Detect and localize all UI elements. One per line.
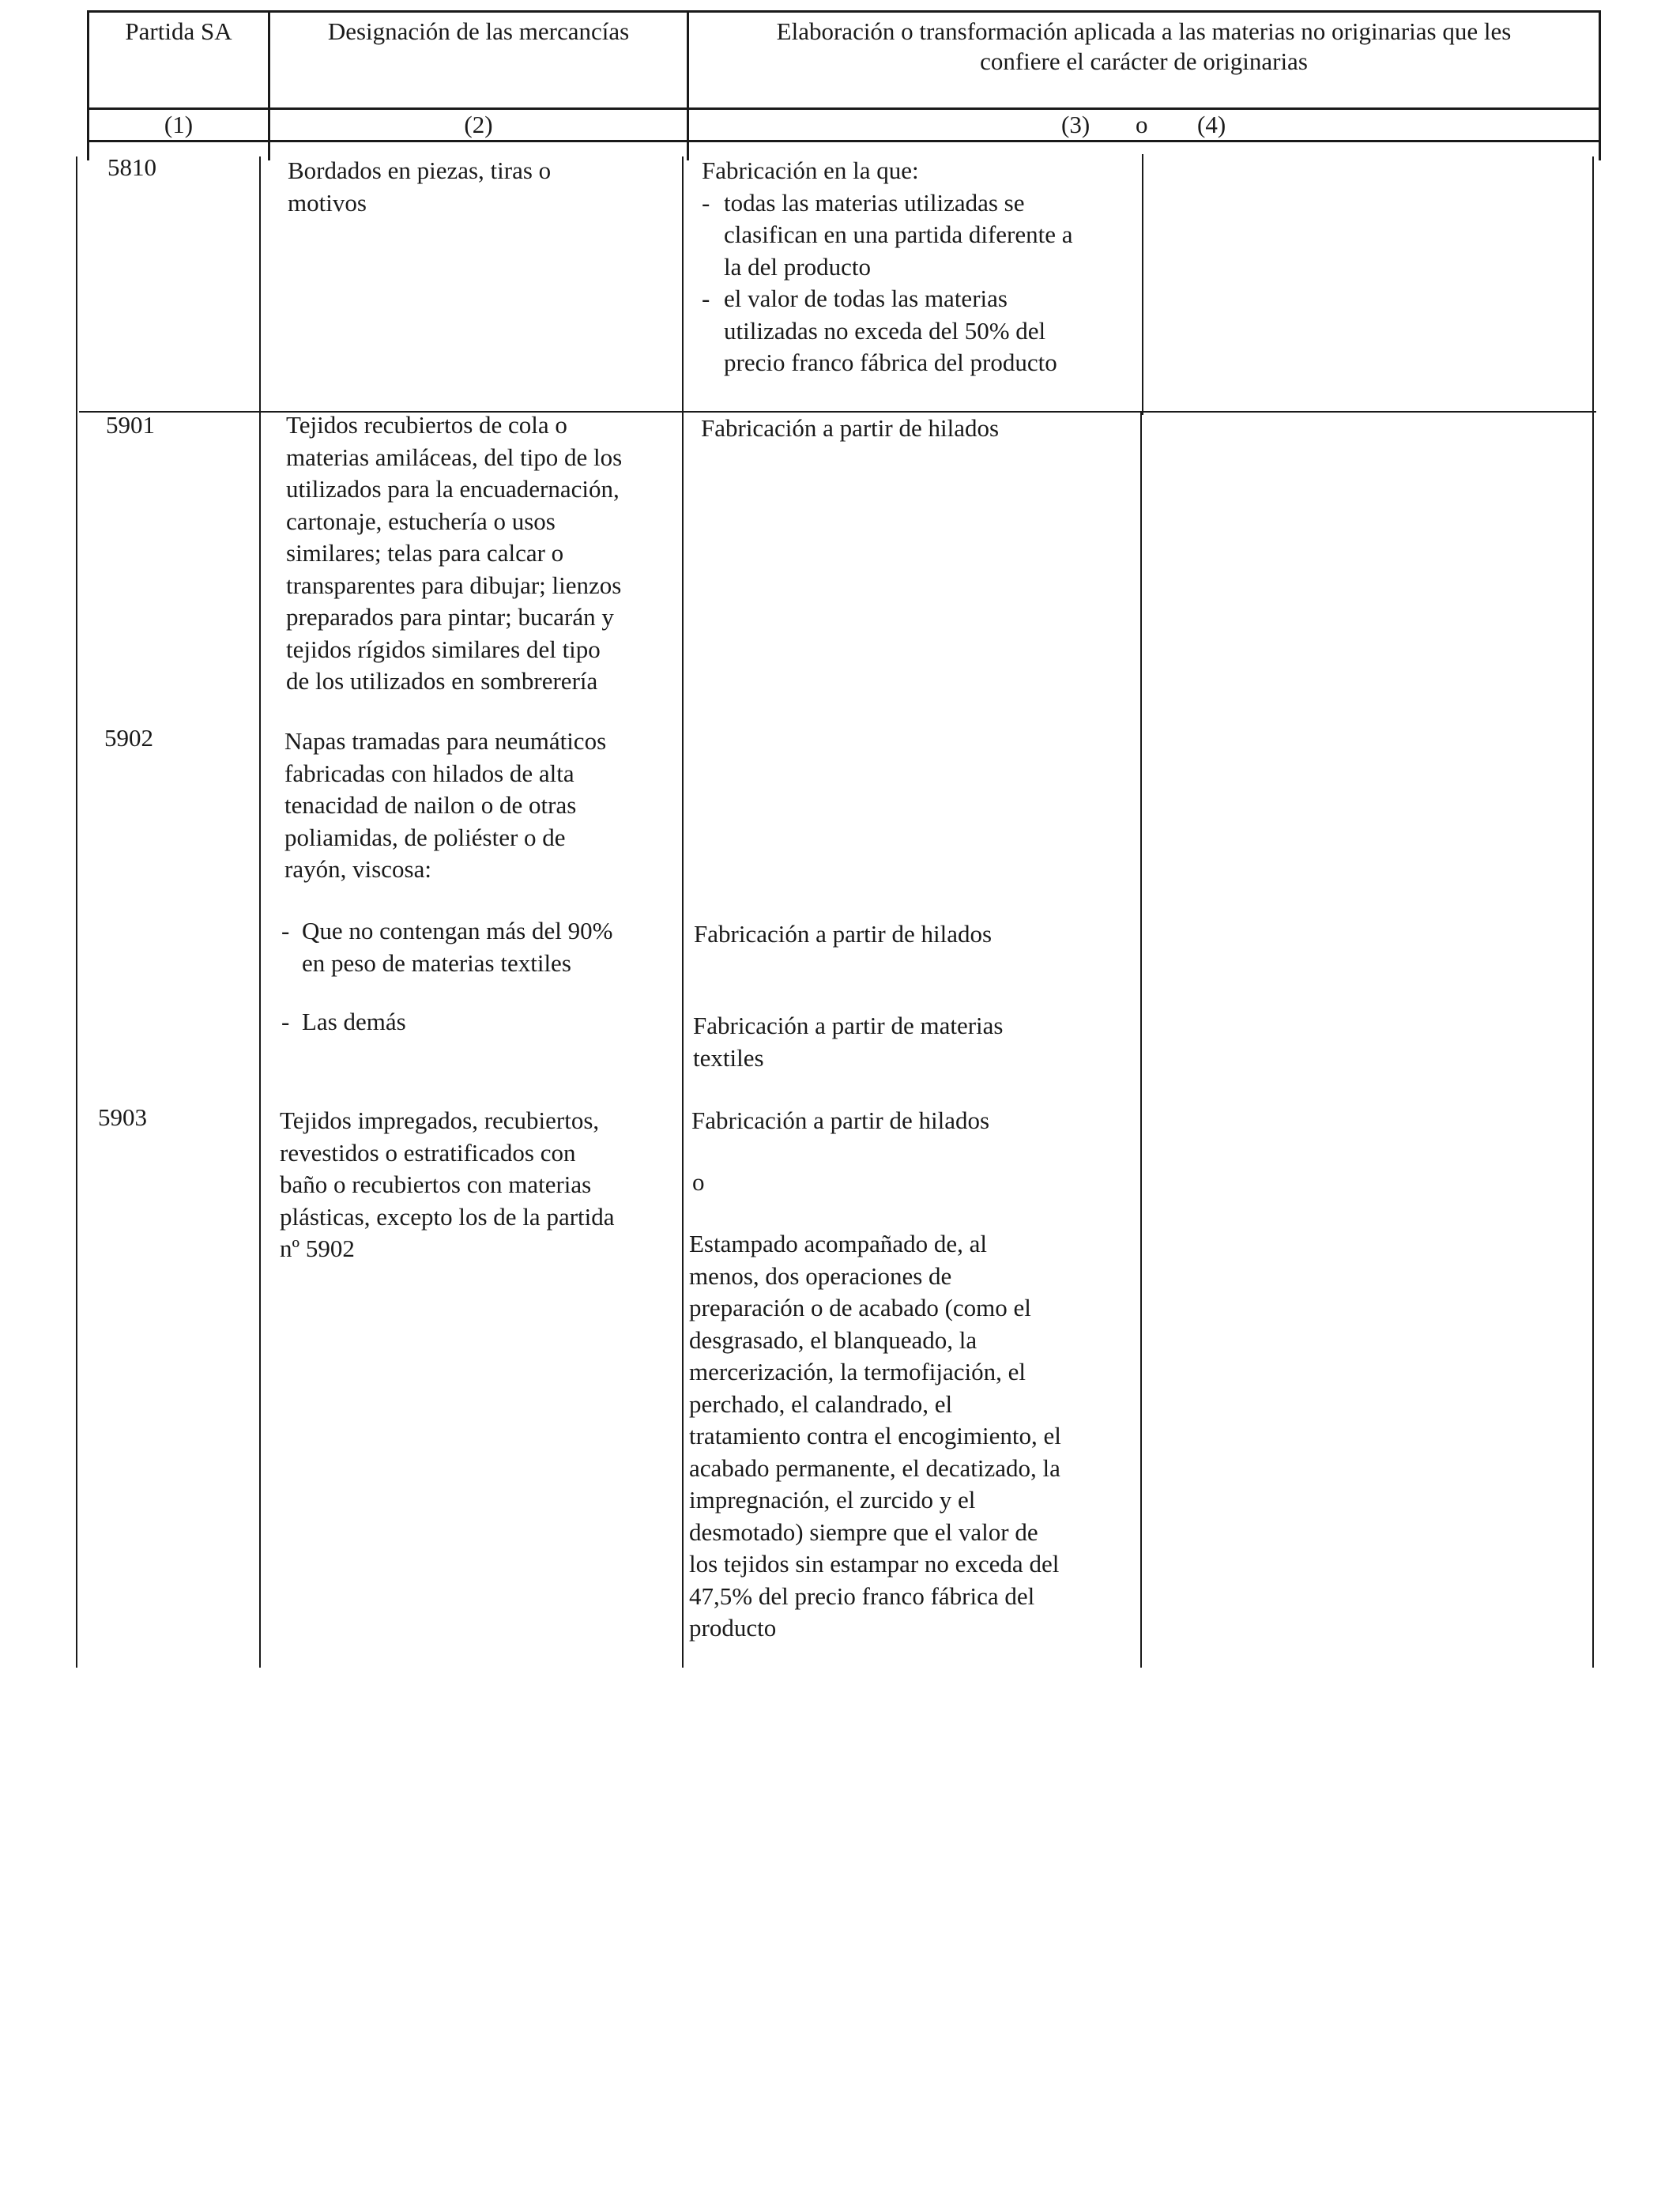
column-divider-1-body [259,156,261,1668]
column-number-3: (3) [1061,111,1090,138]
row-5901-designation: Tejidos recubiertos de cola o materias amiláceas, del tipo de los utilizados para la encuadernación, cartonaje, estuchería o usos similares; telas para calcar o transparentes para dibujar; lienzos preparados para pintar; bucarán y tejidos rígidos similares del tipo de los utilizados en sombrerería [286,411,623,695]
column-number-1: (1) [164,111,194,138]
row-5901-code: 5901 [106,411,155,439]
row-5903-rule2: Estampado acompañado de, al menos, dos operaciones de preparación o de acabado (como el desgrasado, el blanqueado, la mercerización, la termofijación, el perchado, el calandrado, el tratamiento contra el encogimiento, el acabado permanente, el decatizado, la impregnación, el zurcido y el desmotado) siempre que el valor de los tejidos sin estampar no exceda del 47,5% del precio franco fábrica del producto [689,1230,1061,1642]
header-col3-line1: Elaboración o transformación aplicada a las materias no originarias que les [776,17,1512,45]
column-number-4: (4) [1197,111,1226,138]
column-number-or: o [1136,111,1148,138]
column-number-2: (2) [464,111,493,138]
row-5903-designation: Tejidos impregados, recubiertos, revestidos o estratificados con baño o recubiertos con materias plásticas, excepto los de la partida nº 5902 [280,1106,615,1262]
table-left-border-body [76,156,77,1668]
row-5902-sub2-designation: - Las demás [281,1008,406,1035]
row-5902-sub1-rule: Fabricación a partir de hilados [694,920,993,948]
column-divider-2-body [682,156,684,1668]
row-5902-code: 5902 [104,724,153,752]
table-right-border [1599,10,1601,160]
row-5902-designation: Napas tramadas para neumáticos fabricadas con hilados de alta tenacidad de nailon o de otras poliamidas, de poliéster o de rayón, viscosa: [284,727,607,883]
row-5902-sub2-rule: Fabricación a partir de materias textiles [693,1012,1004,1072]
table-top-border [87,10,1601,13]
row-5903-rule-or: o [692,1168,705,1196]
column-divider-3 [1142,154,1143,415]
row-5901-rule: Fabricación a partir de hilados [701,414,1000,442]
column-divider-3-body [1140,411,1142,1668]
rule-item: - todas las materias utilizadas se clasifican en una partida diferente a la del producto [702,188,1073,281]
row-5810-designation: Bordados en piezas, tiras o motivos [288,156,552,217]
row-5902-sub1-designation: - Que no contengan más del 90% en peso de materias textiles [281,917,613,977]
rule-item: - el valor de todas las materias utilizadas no exceda del 50% del precio franco fábrica del producto [702,285,1057,376]
row-5810-rule: Fabricación en la que: - todas las materias utilizadas se clasifican en una partida diferente a la del producto - el valor de todas las materias utilizadas no exceda del 50% del precio franco fábrica del producto [702,155,1073,379]
row-5810-code: 5810 [107,153,156,181]
row-5903-code: 5903 [98,1103,147,1131]
table-right-border-body [1592,156,1594,1668]
header-col1: Partida SA [125,17,232,45]
header-col2: Designación de las mercancías [327,17,630,45]
row-5903-rule1: Fabricación a partir de hilados [691,1106,990,1134]
header-col3-line2: confiere el carácter de originarias [980,47,1308,75]
